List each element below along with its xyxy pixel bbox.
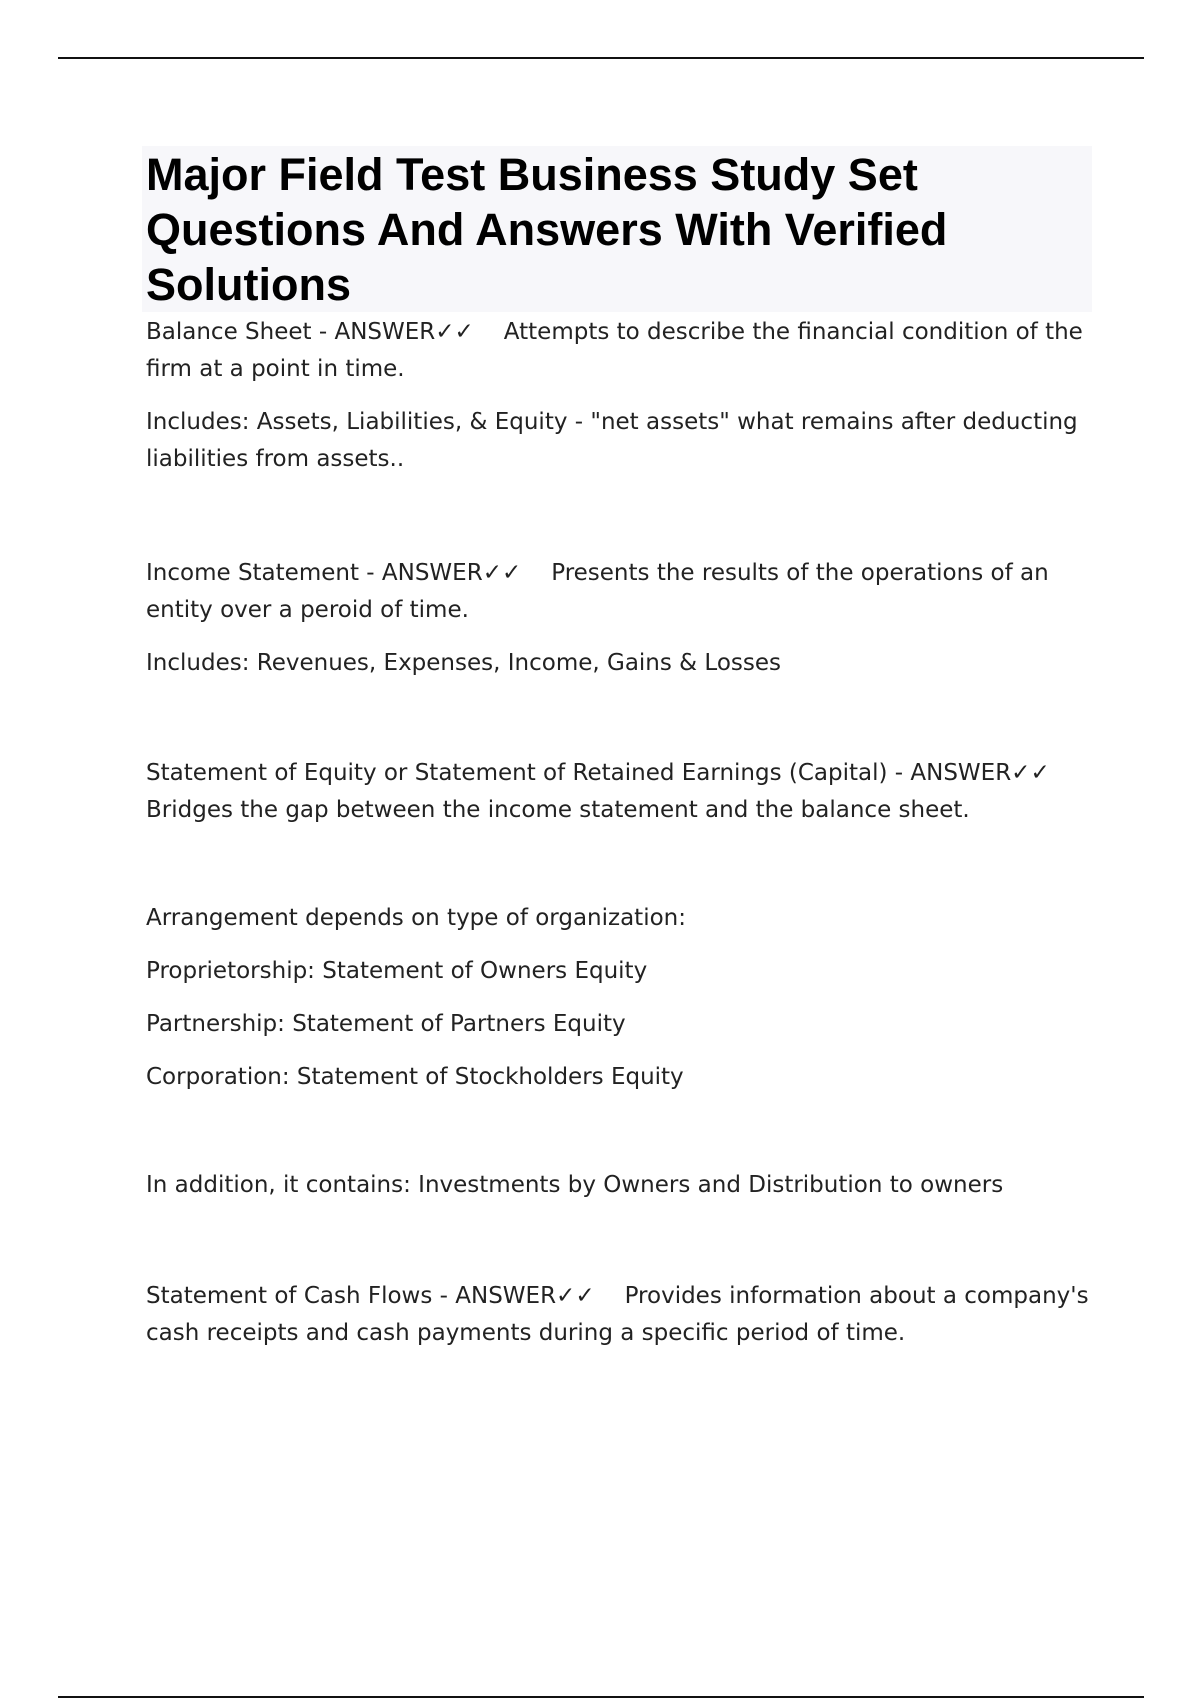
footer-rule: [58, 1696, 1144, 1698]
entry-balance-sheet: [146, 314, 1106, 478]
entry-note: Includes: Assets, Liabilities, & Equity - "net assets" what remains after deducting liabilities from assets..: [146, 409, 1078, 472]
list-item: Corporation: Statement of Stockholders Equity: [146, 1064, 684, 1090]
entry-definition: Attempts to describe the financial condition of the firm at a point in time.: [146, 319, 1083, 382]
entry-note: In addition, it contains: Investments by Owners and Distribution to owners: [146, 1172, 1004, 1198]
header-rule: [58, 57, 1144, 59]
entry-term: Statement of Cash Flows - ANSWER✓✓: [146, 1283, 595, 1309]
entry-term: Income Statement - ANSWER✓✓: [146, 560, 522, 586]
entry-income-statement: [146, 555, 1106, 682]
list-item: Partnership: Statement of Partners Equity: [146, 1011, 626, 1037]
entry-note: Includes: Revenues, Expenses, Income, Gains & Losses: [146, 650, 782, 676]
entry-question: [146, 314, 1106, 388]
arrangement-list: [146, 900, 1106, 1096]
entry-term: Statement of Equity or Statement of Retained Earnings (Capital) - ANSWER✓✓: [146, 760, 1050, 786]
entry-question: [146, 755, 1106, 829]
document-title: Major Field Test Business Study Set Questions And Answers With Verified Solutions: [146, 149, 948, 310]
entry-definition: Presents the results of the operations of an entity over a peroid of time.: [146, 560, 1049, 623]
entry-term: Balance Sheet - ANSWER✓✓: [146, 319, 474, 345]
entry-statement-of-equity: [146, 755, 1106, 829]
entry-question: [146, 1278, 1106, 1352]
entry-definition: Bridges the gap between the income statement and the balance sheet.: [146, 797, 970, 823]
entry-definition: Provides information about a company's cash receipts and cash payments during a specific period of time.: [146, 1283, 1089, 1346]
list-item: Proprietorship: Statement of Owners Equity: [146, 958, 648, 984]
additional-note: [146, 1167, 1106, 1204]
entry-cash-flows: [146, 1278, 1106, 1352]
entry-question: [146, 555, 1106, 629]
list-item: Arrangement depends on type of organization:: [146, 905, 686, 931]
